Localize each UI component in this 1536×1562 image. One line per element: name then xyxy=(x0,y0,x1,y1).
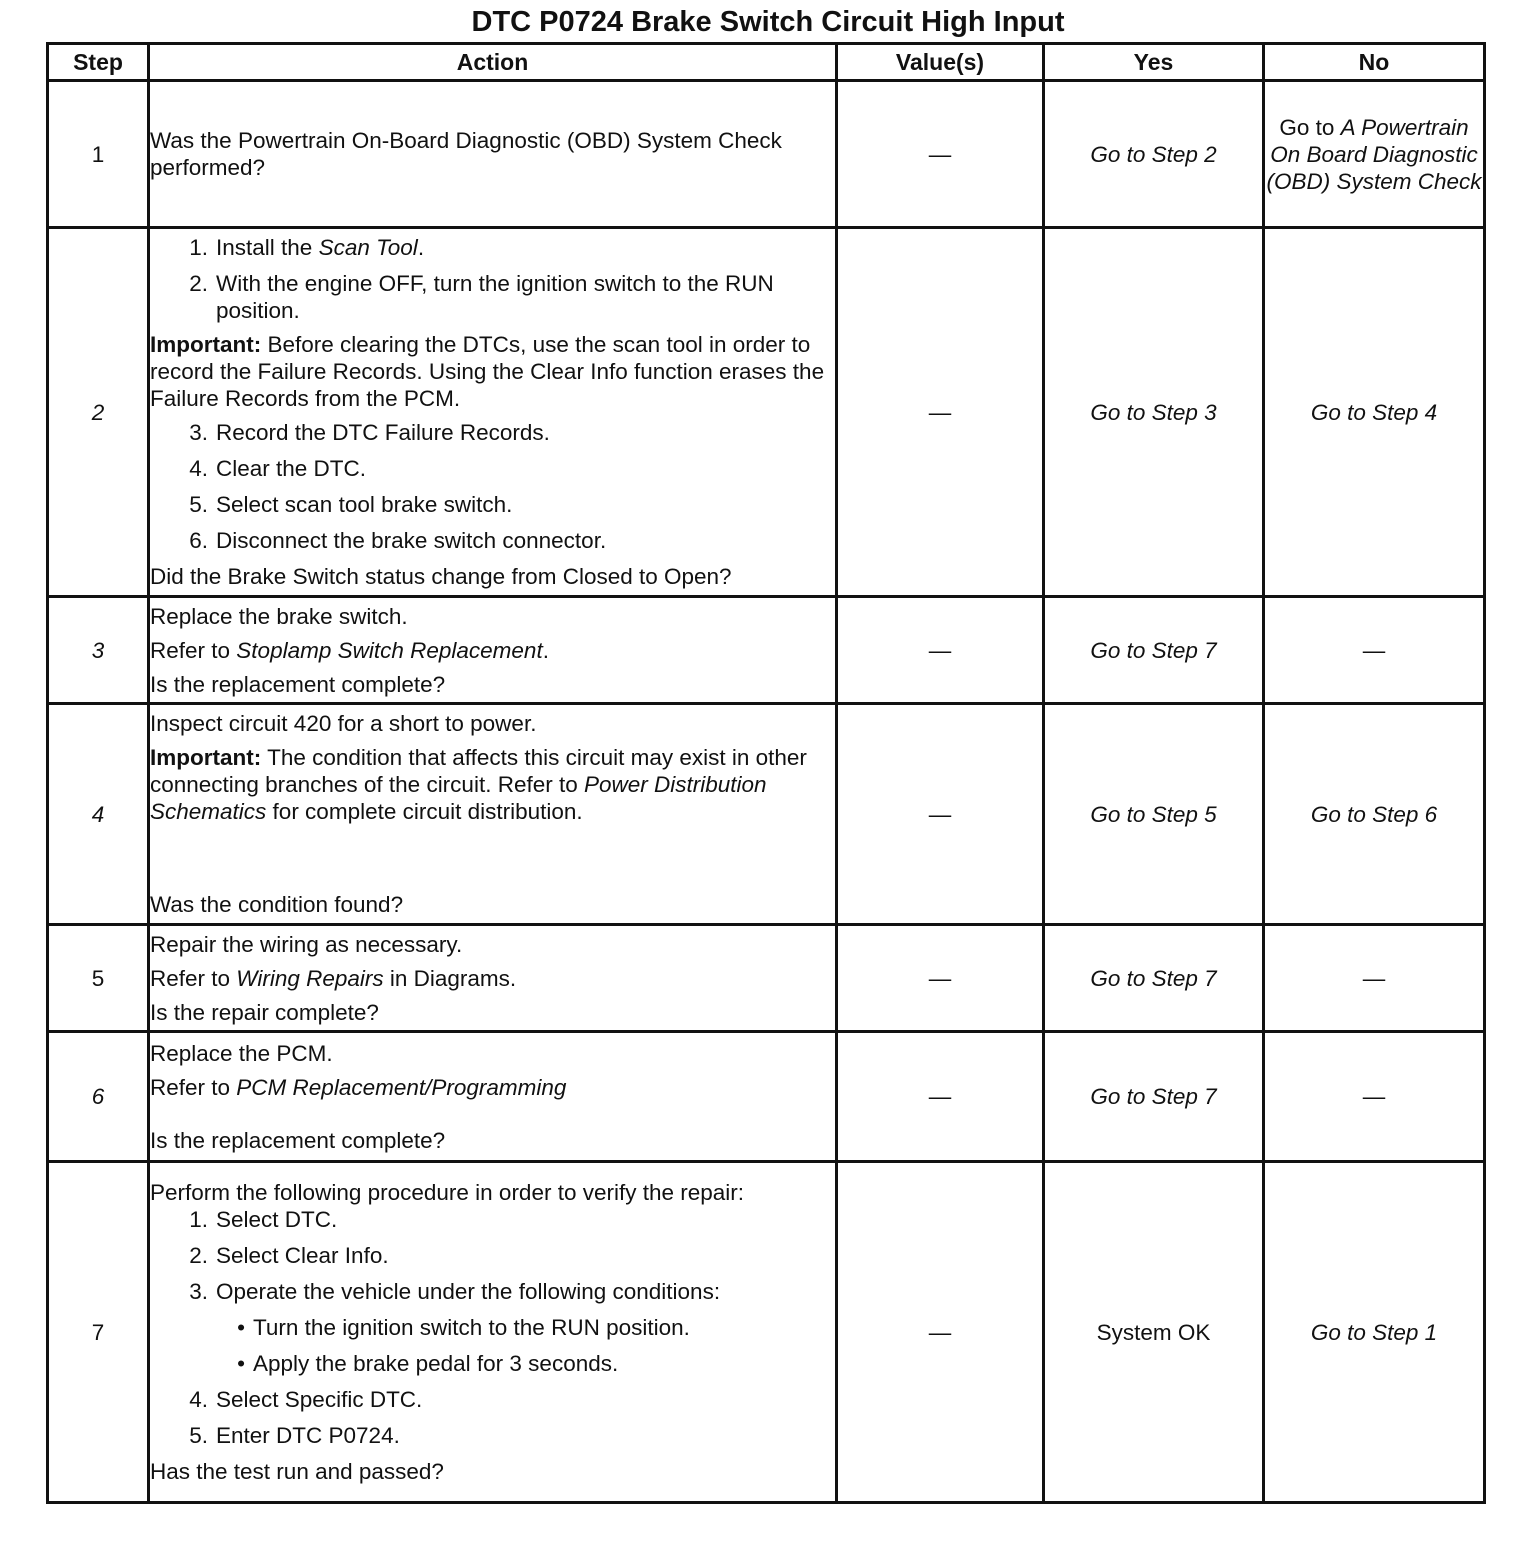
action-cell xyxy=(149,704,837,925)
value-cell: — xyxy=(837,925,1044,1032)
header-step: Step xyxy=(48,44,149,81)
no-cell: — xyxy=(1264,1032,1485,1162)
list-item: 5. Select scan tool brake switch. xyxy=(189,492,513,517)
action-list xyxy=(150,419,835,554)
action-cell xyxy=(149,81,837,228)
value-cell: — xyxy=(837,228,1044,597)
yes-cell: Go to Step 3 xyxy=(1044,228,1264,597)
yes-cell: Go to Step 7 xyxy=(1044,925,1264,1032)
list-item: • Apply the brake pedal for 3 seconds. xyxy=(237,1351,619,1376)
step-number: 7 xyxy=(48,1162,149,1503)
step-number: 3 xyxy=(48,597,149,704)
action-reference: Refer to Wiring Repairs in Diagrams. xyxy=(150,965,517,991)
important-note: Important: The condition that affects this circuit may exist in other connecting branches of the circuit. Refer to Power Distribution Schematics for complete circuit distribution. xyxy=(150,745,807,824)
action-text: Replace the PCM. xyxy=(150,1040,333,1066)
table-row xyxy=(48,1032,1485,1162)
list-item: 4. Clear the DTC. xyxy=(189,456,367,481)
header-no: No xyxy=(1264,44,1485,81)
value-cell: — xyxy=(837,1032,1044,1162)
table-row xyxy=(48,597,1485,704)
no-cell: Go to Step 6 xyxy=(1264,704,1485,925)
value-cell: — xyxy=(837,597,1044,704)
list-item: 1. Install the Scan Tool. xyxy=(189,235,425,260)
action-question: Has the test run and passed? xyxy=(150,1459,444,1484)
page-title: DTC P0724 Brake Switch Circuit High Input xyxy=(471,6,1065,38)
value-cell: — xyxy=(837,1162,1044,1503)
yes-cell: Go to Step 5 xyxy=(1044,704,1264,925)
action-reference: Refer to Stoplamp Switch Replacement. xyxy=(150,637,549,663)
action-question: Did the Brake Switch status change from Closed to Open? xyxy=(150,564,732,589)
action-cell xyxy=(149,1162,837,1503)
table-row xyxy=(48,704,1485,925)
step-number: 5 xyxy=(48,925,149,1032)
no-prefix: Go to xyxy=(1279,114,1341,140)
action-question: Is the replacement complete? xyxy=(150,671,446,697)
value-cell: — xyxy=(837,81,1044,228)
header-row xyxy=(48,44,1485,81)
table-row xyxy=(48,925,1485,1032)
action-cell xyxy=(149,597,837,704)
action-question: Is the replacement complete? xyxy=(150,1127,446,1153)
step-number: 1 xyxy=(48,81,149,228)
no-cell xyxy=(1264,81,1485,228)
list-item: 1. Select DTC. xyxy=(189,1207,338,1232)
action-list xyxy=(150,234,835,324)
step-number: 2 xyxy=(48,228,149,597)
list-item: 6. Disconnect the brake switch connector. xyxy=(189,528,607,553)
value-cell: — xyxy=(837,704,1044,925)
no-cell: — xyxy=(1264,597,1485,704)
list-item: 2. Select Clear Info. xyxy=(189,1243,389,1268)
list-item: 2. With the engine OFF, turn the ignition switch to the RUN position. xyxy=(189,271,774,323)
no-cell: — xyxy=(1264,925,1485,1032)
yes-cell: Go to Step 7 xyxy=(1044,1032,1264,1162)
action-text: Repair the wiring as necessary. xyxy=(150,931,463,957)
action-list xyxy=(150,1386,835,1449)
action-question: Is the repair complete? xyxy=(150,999,379,1025)
action-text: Inspect circuit 420 for a short to power. xyxy=(150,711,537,736)
yes-cell: Go to Step 2 xyxy=(1044,81,1264,228)
table-row xyxy=(48,81,1485,228)
list-item: 5. Enter DTC P0724. xyxy=(189,1423,400,1448)
no-link: A Powertrain On Board Diagnostic (OBD) System Check xyxy=(1266,114,1482,194)
list-item: 3. Record the DTC Failure Records. xyxy=(189,420,550,445)
action-cell xyxy=(149,1032,837,1162)
action-text: Replace the brake switch. xyxy=(150,603,408,629)
action-question: Was the Powertrain On-Board Diagnostic (OBD) System Check performed? xyxy=(150,128,782,180)
table-row xyxy=(48,228,1485,597)
header-action: Action xyxy=(149,44,837,81)
action-reference: Refer to PCM Replacement/Programming xyxy=(150,1074,567,1100)
bullet-list xyxy=(150,1314,835,1377)
list-item: • Turn the ignition switch to the RUN position. xyxy=(237,1315,690,1340)
step-number: 6 xyxy=(48,1032,149,1162)
no-cell: Go to Step 1 xyxy=(1264,1162,1485,1503)
action-text: Perform the following procedure in order to verify the repair: xyxy=(150,1180,745,1205)
yes-cell: System OK xyxy=(1044,1162,1264,1503)
yes-cell: Go to Step 7 xyxy=(1044,597,1264,704)
list-item: 3. Operate the vehicle under the following conditions: xyxy=(189,1279,721,1304)
action-question: Was the condition found? xyxy=(150,892,404,917)
step-number: 4 xyxy=(48,704,149,925)
list-item: 4. Select Specific DTC. xyxy=(189,1387,423,1412)
action-list xyxy=(150,1206,835,1305)
header-values: Value(s) xyxy=(837,44,1044,81)
action-cell xyxy=(149,228,837,597)
table-row xyxy=(48,1162,1485,1503)
action-cell xyxy=(149,925,837,1032)
no-cell: Go to Step 4 xyxy=(1264,228,1485,597)
header-yes: Yes xyxy=(1044,44,1264,81)
important-note: Important: Before clearing the DTCs, use the scan tool in order to record the Failure Records. Using the Clear Info function erases the Failure Records from the PCM. xyxy=(150,332,825,411)
diagnostic-table xyxy=(46,42,1486,1504)
